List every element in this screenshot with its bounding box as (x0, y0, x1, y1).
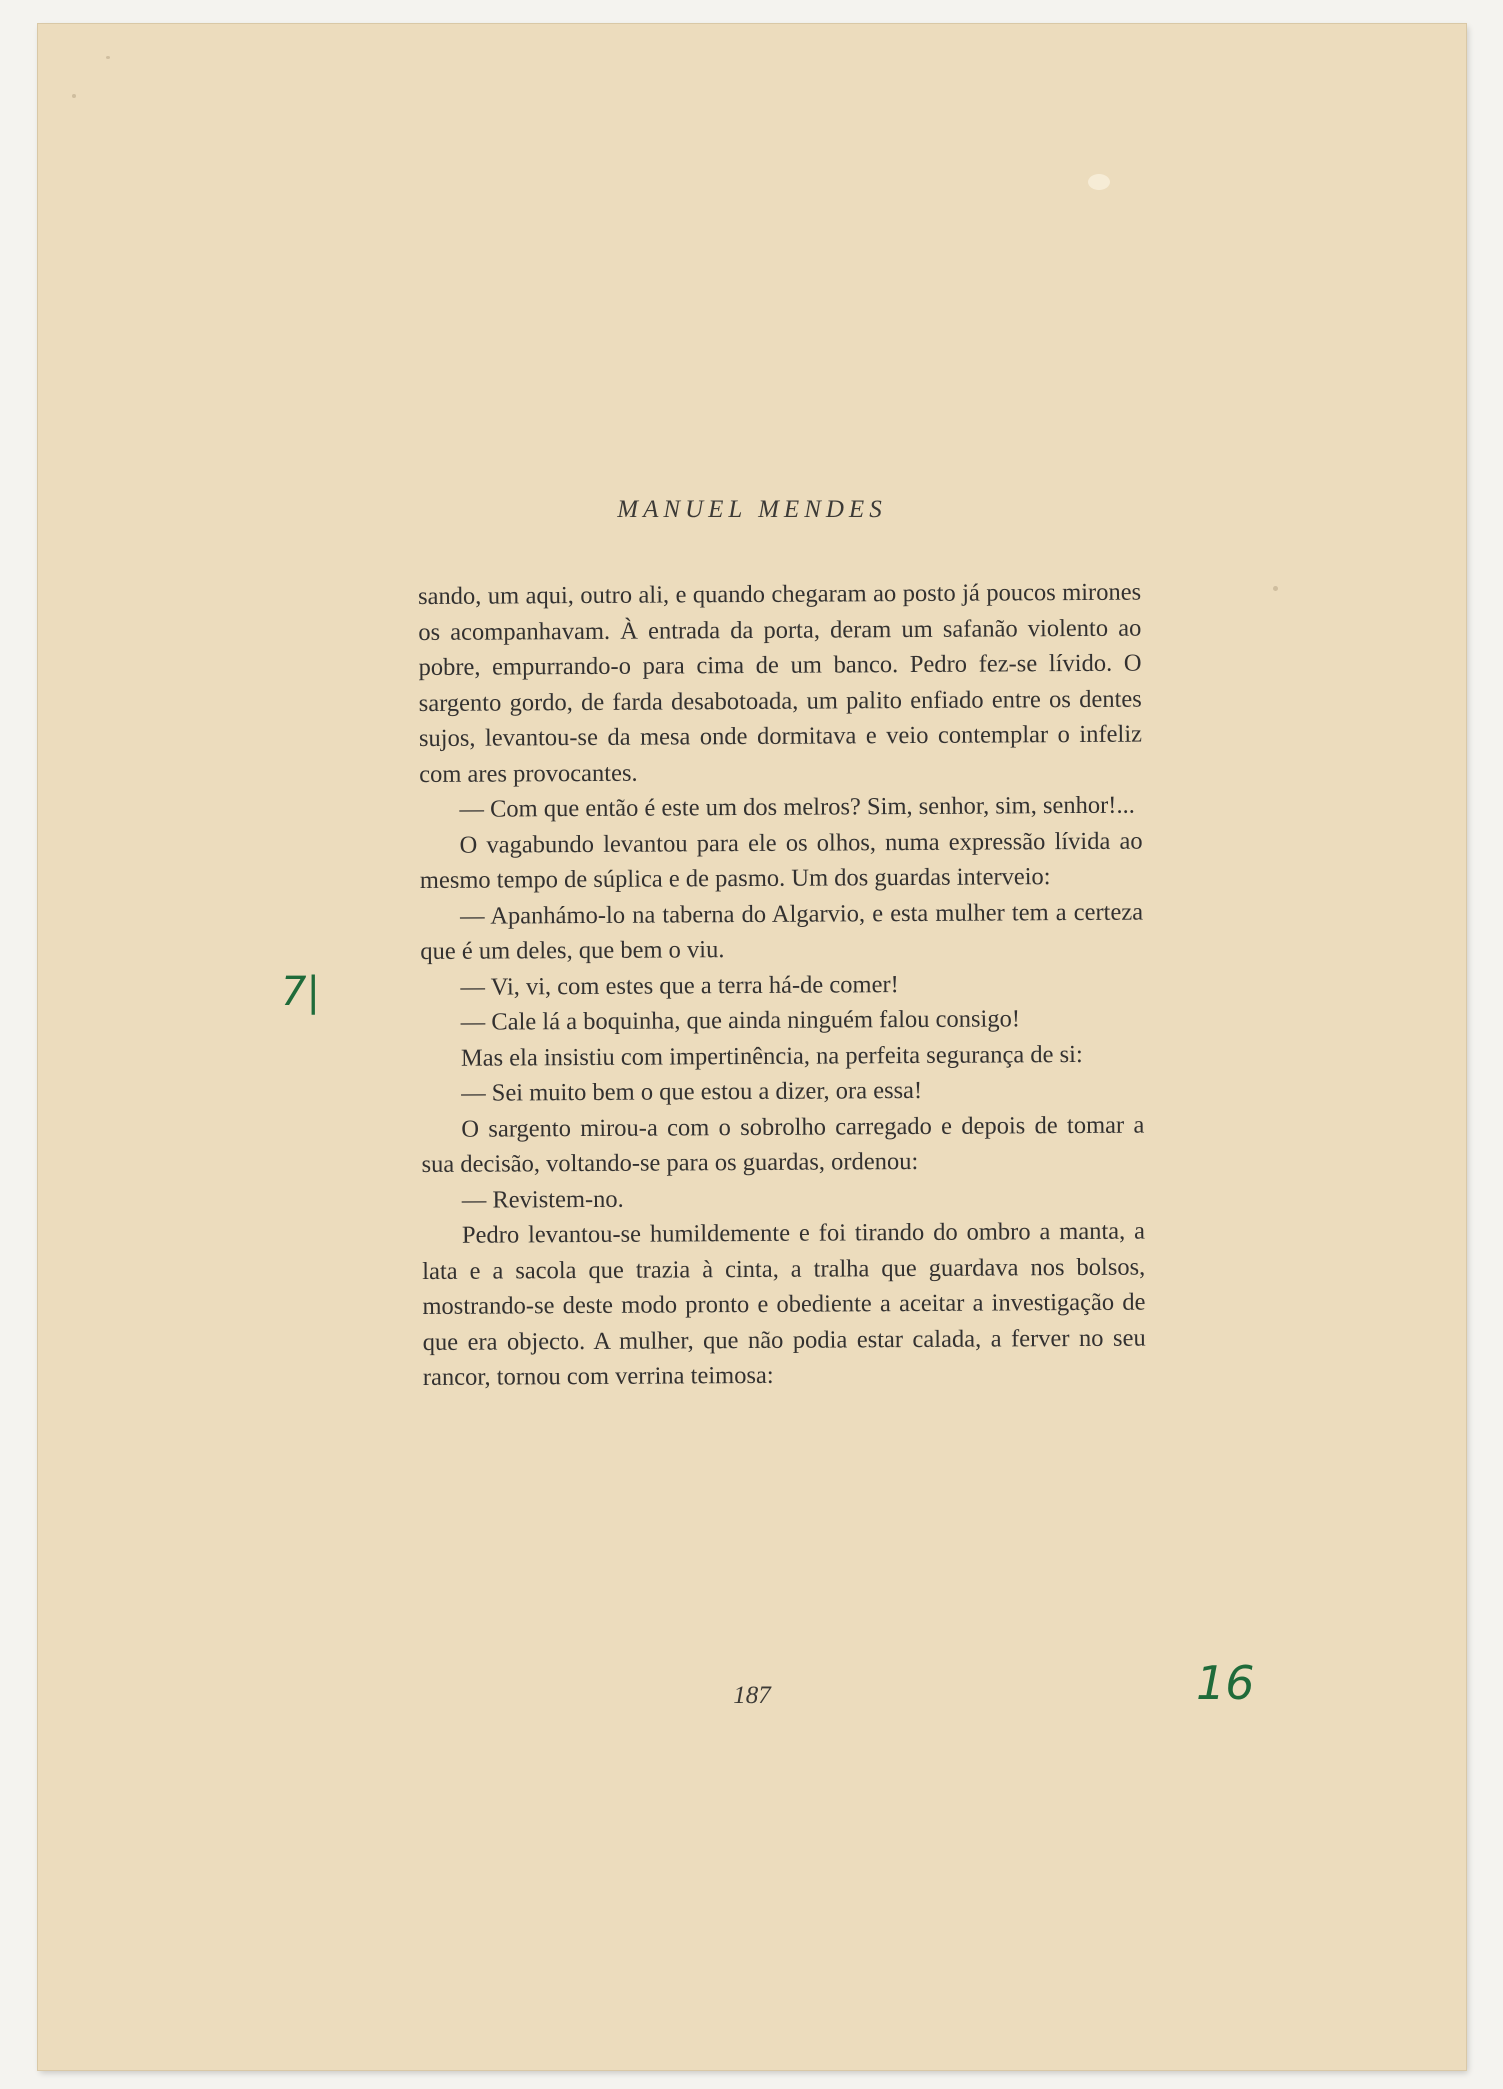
paper-spot (1273, 586, 1278, 591)
paper-spot (72, 94, 76, 98)
page-number: 187 (733, 1682, 771, 1709)
body-text (418, 575, 1146, 1396)
running-header: MANUEL MENDES (617, 496, 887, 523)
paragraph: — Sei muito bem o que estou a dizer, ora essa! (461, 1076, 923, 1107)
handwritten-margin-mark-left: 7| (281, 969, 320, 1015)
paragraph: — Cale lá a boquinha, que ainda ninguém falou consigo! (460, 1005, 1021, 1036)
paper-spot (1088, 174, 1110, 190)
paragraph: — Revistem-no. (461, 1185, 624, 1214)
paragraph: — Vi, vi, com estes que a terra há-de comer! (460, 970, 899, 1001)
paragraph: — Apanhámo-lo na taberna do Algarvio, e esta mulher tem a certeza que é um deles, que bem o viu. (420, 898, 1144, 965)
paragraph: sando, um aqui, outro ali, e quando chegaram ao posto já poucos mirones os acompanhavam. À entrada da porta, deram um safanão violento ao pobre, empurrando-o para cima de um banco. Pedro fez-se lívido. O sargento gordo, de farda desabotoada, um palito enfiado entre os dentes sujos, levantou-se da mesa onde dormitava e veio contemplar o infeliz com ares provocantes. (418, 578, 1143, 788)
paragraph: Mas ela insistiu com impertinência, na perfeita segurança de si: (460, 1040, 1083, 1072)
paragraph: O vagabundo levantou para ele os olhos, numa expressão lívida ao mesmo tempo de súplica e de pasmo. Um dos guardas interveio: (419, 827, 1143, 894)
paragraph: O sargento mirou-a com o sobrolho carregado e depois de tomar a sua decisão, voltando-se para os guardas, ordenou: (421, 1111, 1145, 1178)
paper-spot (106, 56, 110, 59)
paper-sheet (38, 24, 1466, 2070)
handwritten-page-annotation: 16 (1196, 1656, 1255, 1710)
paragraph: — Com que então é este um dos melros? Sim, senhor, sim, senhor!... (459, 791, 1135, 823)
paragraph: Pedro levantou-se humildemente e foi tirando do ombro a manta, a lata e a sacola que trazia à cinta, a tralha que guardava nos bolsos, mostrando-se deste modo pronto e obediente a aceitar a investigação de que era objecto. A mulher, que não podia estar calada, a ferver no seu rancor, tornou com verrina teimosa: (422, 1217, 1146, 1391)
